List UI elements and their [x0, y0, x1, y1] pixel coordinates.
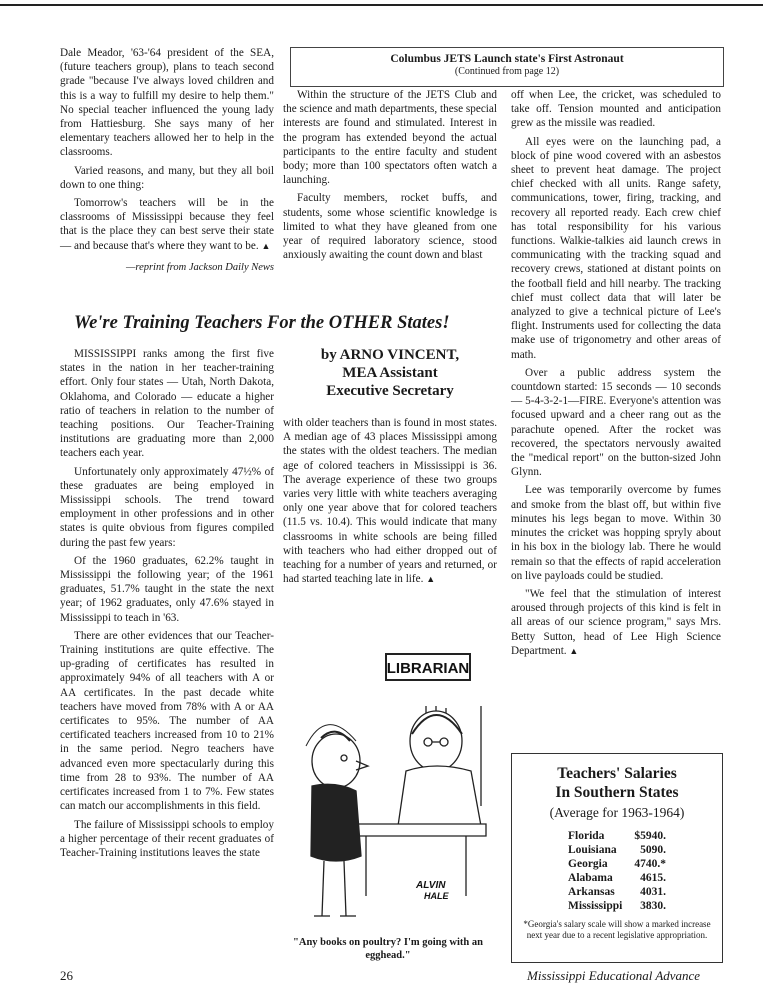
paragraph: off when Lee, the cricket, was scheduled to take off. Tension mounted and anticipation grew as the missile was readied. [511, 89, 721, 130]
col3-story [511, 88, 721, 662]
paragraph: All eyes were on the launching pad, a block of pine wood covered with an asbestos sheet to prevent heat damage. The project chief checked with all units. Range safety, communications, tower, firing, tracking, and recovery all reported ready. Each crew chief has total responsibility for his various functions. Walkie-talkies aid launch crews in communicating with the tracking squad and recovery crews, stationed at distant points on the football field and hill nearby. The tracking chief must collect data that will later be analyzed to give a technical picture of Lee's flight. Instruments used for collecting the data make use of trigonometry and other areas of math. [511, 135, 721, 361]
paragraph: Within the structure of the JETS Club and the science and math departments, these special interests are found and stimulated. Interest in the program has extended beyond the actual participants to the entire faculty and student body; more than 100 spectators often watch a launching. [283, 89, 497, 187]
paragraph: with older teachers than is found in most states. A median age of 43 places Mississippi among the states with the oldest teachers. The median age of colored teachers in Mississippi is 36. The average experience of these two groups varies very little with white teachers averaging only one year above that for colored teachers (11.5 vs. 10.4). This would indicate that many classrooms in white schools are being filled with teachers who had either dropped out of teaching for a number of years and returned, or had started teaching late in life. ▲ [283, 417, 497, 586]
end-mark: ▲ [426, 574, 436, 585]
col1-top-story [60, 46, 274, 275]
salary-title: Teachers' Salaries In Southern States [555, 765, 679, 801]
paragraph: There are other evidences that our Teacher-Training institutions are quite effective. The up-grading of certificates has resulted in approximately 94% of all teachers with A or AA certificates. In the past decade white teachers have moved from 78% with A or AA certificates to 95%. The number of AA certificated teachers increased from 10 to 21% in the same period. Negro teachers have advanced even more spectacularly during this time from 28 to 93%. The number of AA certificates increased from 1 to 7%. Few states can match our accomplishments in this field. [60, 629, 274, 813]
table-row: Florida $5940. [568, 830, 666, 842]
paragraph: Dale Meador, '63-'64 president of the SEA, (future teachers group), plans to teach second grade "because I've always loved children and this is a way to fulfill my desire to help them." No special teacher influenced the young lady from Hattiesburg. She says many of her elementary teachers allowed her to help in the classrooms. [60, 47, 274, 159]
paragraph: Faculty members, rocket buffs, and students, some whose scientific knowledge is limited to what they have gleaned from one year of required laboratory science, stood anxiously awaiting the count down and blast [283, 192, 497, 262]
continued-story-title: Columbus JETS Launch state's First Astronaut [390, 53, 624, 65]
paragraph: MISSISSIPPI ranks among the first five states in the nation in her teacher-training effort. Only four states — Utah, North Dakota, Oklahoma, and Colorado — educate a higher ratio of teachers in relation to the number of teaching positions. Our Teacher-Training institutions are graduating more than 2,000 teachers each year. [60, 348, 274, 460]
cartoon-signature: ALVIN [416, 880, 446, 891]
table-row: Arkansas 4031. [568, 886, 666, 898]
end-mark: ▲ [569, 645, 579, 656]
paragraph: Lee was temporarily overcome by fumes and smoke from the blast off, but within five minutes his legs began to move. Within 30 minutes the cricket was hopping spryly about in his box in the biology lab. There he would remain so that the effects of rapid acceleration on live payloads could be studied. [511, 484, 721, 582]
salary-subtitle: (Average for 1963-1964) [549, 805, 685, 820]
salary-footnote: *Georgia's salary scale will show a marked increase next year due to a recent legislative appropriation. [523, 919, 711, 940]
salary-sidebar [511, 753, 723, 963]
table-row: Mississippi 3830. [568, 900, 666, 912]
article-col1 [60, 347, 274, 864]
continued-from-note: (Continued from page 12) [454, 66, 560, 77]
cartoon-sign-text: LIBRARIAN [386, 660, 470, 677]
paragraph: "We feel that the stimulation of interest aroused through projects of this kind is felt in all areas of our science program," says Mrs. Betty Sutton, head of Lee High Science Department. ▲ [511, 587, 721, 657]
librarian-cartoon [286, 646, 496, 936]
reprint-credit: —reprint from Jackson Daily News [126, 261, 274, 273]
page-number: 26 [60, 968, 73, 983]
paragraph: Varied reasons, and many, but they all boil down to one thing: [60, 164, 274, 191]
continued-story-header [290, 47, 724, 87]
paragraph: Over a public address system the countdown started: 15 seconds — 10 seconds — 5-4-3-2-1—FIRE. Everyone's attention was focused upward and a cheer rang out as the parachute opened. After the rocket was recovered, the spectators nervously awaited the "medical report" on the button-sized John Glynn. [511, 366, 721, 479]
col2-top-story [283, 88, 497, 266]
cartoon-signature: HALE [424, 891, 449, 901]
paragraph: Unfortunately only approximately 47½% of these graduates are being employed in Mississippi schools. The trend toward employment in other professions and in other states is quite obvious from figures compiled during the past few years: [60, 465, 274, 549]
paragraph: Tomorrow's teachers will be in the classrooms of Mississippi because they feel that is the place they can best serve their state — and because that's where they want to be. ▲ [60, 197, 274, 252]
article-col2 [283, 416, 497, 590]
paragraph: The failure of Mississippi schools to employ a higher percentage of their recent graduates of Teacher-Training institutions leaves the state [60, 818, 274, 859]
table-row: Alabama 4615. [568, 872, 666, 884]
magazine-name: Mississippi Educational Advance [527, 968, 701, 983]
article-headline: We're Training Teachers For the OTHER States! [74, 313, 450, 333]
salary-table [562, 829, 672, 913]
paragraph: Of the 1960 graduates, 62.2% taught in Mississippi the following year; of the 1961 graduates, 51.7% taught in the state the next year; of 1962 graduates, only 47.6% stayed in Mississippi to teach in '63. [60, 554, 274, 624]
table-row: Georgia 4740.* [568, 858, 666, 870]
top-rule [0, 4, 763, 6]
table-row: Louisiana 5090. [568, 844, 666, 856]
end-mark: ▲ [261, 240, 271, 251]
article-byline: by ARNO VINCENT, MEA Assistant Executive Secretary [320, 347, 460, 399]
cartoon-caption: "Any books on poultry? I'm going with an egghead." [293, 937, 483, 961]
